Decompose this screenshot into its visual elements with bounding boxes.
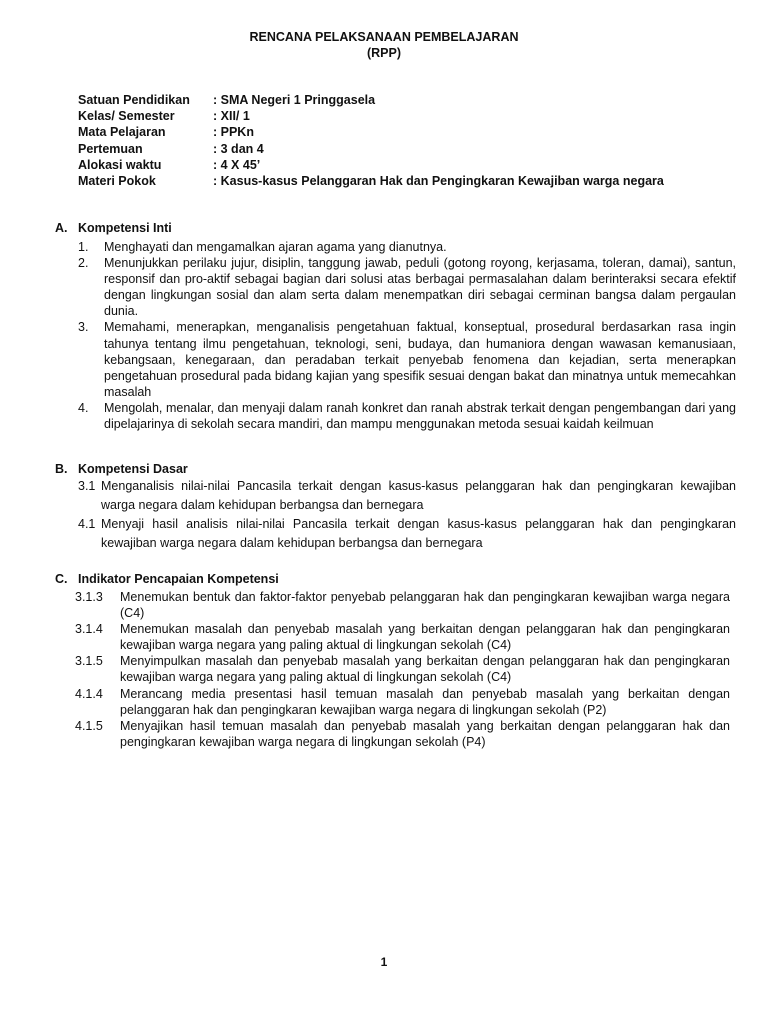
- identity-value: : PPKn: [213, 125, 254, 140]
- document-subtitle: (RPP): [366, 46, 402, 60]
- item-text: Menganalisis nilai-nilai Pancasila terkait dengan kasus-kasus pelanggaran hak dan pengingkaran kewajiban warga negara dalam kehidupan berbangsa dan bernegara: [101, 479, 736, 512]
- item-number: 1.: [78, 240, 89, 254]
- item-number: 4.1: [78, 517, 96, 531]
- page-number: 1: [380, 955, 388, 969]
- item-text: Menghayati dan mengamalkan ajaran agama yang dianutnya.: [104, 240, 447, 254]
- document-title: RENCANA PELAKSANAAN PEMBELAJARAN: [249, 30, 519, 44]
- list-item: [78, 319, 736, 399]
- item-text: Menyimpulkan masalah dan penyebab masalah yang berkaitan dengan pelanggaran hak dan pengingkaran kewajiban warga negara yang paling aktual di lingkungan sekolah (C4): [120, 654, 730, 685]
- identity-value: : Kasus-kasus Pelanggaran Hak dan Pengingkaran Kewajiban warga negara: [213, 173, 664, 188]
- identity-label: Materi Pokok: [78, 173, 156, 188]
- section-heading-kompetensi-inti: [55, 220, 172, 236]
- list-item: [78, 477, 736, 515]
- item-text: Menemukan masalah dan penyebab masalah yang berkaitan dengan pelanggaran hak dan pengingkaran kewajiban warga negara yang paling aktual di lingkungan sekolah (C4): [120, 622, 730, 653]
- item-number: 2.: [78, 256, 89, 271]
- identity-block: [78, 92, 738, 189]
- item-number: 4.: [78, 400, 89, 415]
- list-item: [78, 255, 736, 319]
- identity-value: : XII/ 1: [213, 109, 250, 124]
- list-item: [75, 718, 730, 750]
- section-title: Kompetensi Dasar: [78, 462, 188, 476]
- identity-row-pertemuan: [78, 141, 738, 157]
- item-number: 3.: [78, 320, 89, 335]
- section-heading-kompetensi-dasar: [55, 461, 188, 477]
- item-text: Memahami, menerapkan, menganalisis pengetahuan faktual, konseptual, prosedural berdasarkan rasa ingin tahunya tentang ilmu pengetahuan, teknologi, seni, budaya, dan humaniora dengan wawasan kemanusiaan, kebangsaan, kenegaraan, dan peradaban terkait penyebab fenomena dan kejadian, serta menerapkan pengetahuan prosedural pada bidang kajian yang spesifik sesuai dengan bakat dan minatnya untuk memecahkan masalah: [104, 320, 736, 399]
- list-item: [75, 653, 730, 685]
- identity-row-alokasi: [78, 157, 738, 173]
- section-title: Kompetensi Inti: [78, 221, 172, 235]
- item-number: 3.1.5: [75, 654, 103, 669]
- item-text: Mengolah, menalar, dan menyaji dalam ranah konkret dan ranah abstrak terkait dengan pengembangan dari yang dipelajarinya di sekolah secara mandiri, dan mampu menggunakan metoda sesuai kaidah keilmuan: [104, 400, 736, 432]
- section-letter: A.: [55, 221, 68, 235]
- identity-row-satuan: [78, 92, 738, 108]
- identity-value: : 4 X 45’: [213, 157, 261, 172]
- item-number: 3.1.4: [75, 622, 103, 637]
- item-text: Menyaji hasil analisis nilai-nilai Pancasila terkait dengan kasus-kasus pelanggaran hak dan pengingkaran kewajiban warga negara dalam kehidupan berbangsa dan bernegara: [101, 517, 736, 550]
- kompetensi-inti-list: [78, 239, 736, 432]
- section-letter: C.: [55, 572, 68, 586]
- identity-row-kelas: [78, 108, 738, 124]
- identity-value: : 3 dan 4: [213, 141, 264, 156]
- section-letter: B.: [55, 462, 68, 476]
- item-number: 4.1.4: [75, 686, 103, 701]
- list-item: [75, 686, 730, 718]
- list-item: [78, 239, 736, 255]
- item-text: Menunjukkan perilaku jujur, disiplin, tanggung jawab, peduli (gotong royong, kerjasama, toleran, damai), santun, responsif dan pro-aktif sebagai bagian dari solusi atas berbagai permasalahan dalam berinteraksi secara efektif dengan lingkungan sosial dan alam serta dalam menempatkan diri sebagai cerminan bangsa dalam pergaulan dunia.: [104, 256, 736, 319]
- item-text: Menyajikan hasil temuan masalah dan penyebab masalah yang berkaitan dengan pelanggaran hak dan pengingkaran kewajiban warga negara di lingkungan sekolah (P4): [120, 718, 730, 749]
- identity-row-materi: [78, 173, 738, 189]
- list-item: [75, 621, 730, 653]
- identity-label: Satuan Pendidikan: [78, 93, 190, 107]
- identity-label: Alokasi waktu: [78, 157, 162, 172]
- identity-row-mapel: [78, 124, 738, 140]
- identity-label: Mata Pelajaran: [78, 125, 166, 140]
- item-text: Merancang media presentasi hasil temuan masalah dan penyebab masalah yang berkaitan dengan pelanggaran hak dan pengingkaran kewajiban warga negara di lingkungan sekolah (P2): [120, 686, 730, 717]
- item-number: 4.1.5: [75, 718, 103, 733]
- identity-label: Pertemuan: [78, 141, 143, 156]
- list-item: [78, 400, 736, 432]
- list-item: [75, 589, 730, 621]
- indikator-list: [75, 589, 730, 750]
- list-item: [78, 515, 736, 553]
- kompetensi-dasar-list: [78, 477, 736, 553]
- identity-label: Kelas/ Semester: [78, 109, 175, 124]
- item-text: Menemukan bentuk dan faktor-faktor penyebab pelanggaran hak dan pengingkaran kewajiban warga negara (C4): [120, 590, 730, 621]
- section-title: Indikator Pencapaian Kompetensi: [78, 572, 279, 586]
- identity-value: : SMA Negeri 1 Pringgasela: [213, 93, 376, 107]
- item-number: 3.1: [78, 479, 96, 493]
- section-heading-indikator: [55, 571, 279, 587]
- item-number: 3.1.3: [75, 590, 103, 604]
